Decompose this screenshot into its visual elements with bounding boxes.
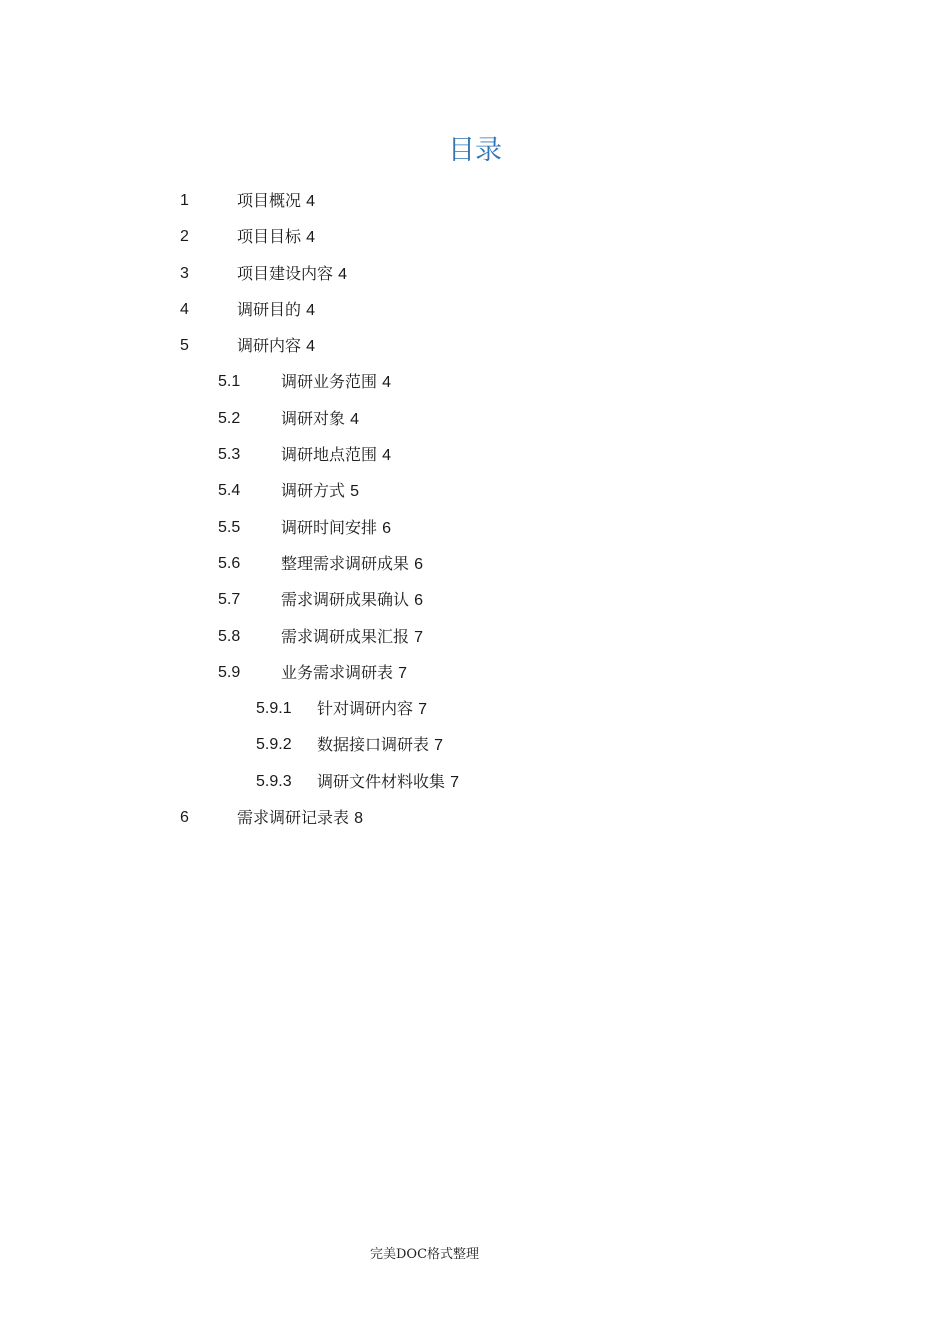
- toc-entry-label: [237, 800, 363, 837]
- toc-entry-page-number: 6: [414, 555, 424, 573]
- toc-entry-label: [281, 364, 391, 401]
- toc-entry-label: [281, 510, 391, 547]
- toc-entry-number: 5.4: [218, 482, 241, 500]
- toc-entry-label: [281, 655, 407, 692]
- toc-entry-title: 调研文件材料收集: [317, 771, 446, 791]
- toc-entry[interactable]: [0, 510, 950, 546]
- toc-entry[interactable]: [0, 183, 950, 219]
- toc-title: 目录: [448, 135, 502, 166]
- toc-entry-label: [317, 691, 427, 728]
- toc-entry-title: 针对调研内容: [317, 699, 414, 719]
- toc-entry-number: 5.8: [218, 627, 241, 645]
- toc-entry-title: 整理需求调研成果: [281, 553, 410, 573]
- toc-entry-title: 调研业务范围: [281, 372, 378, 392]
- toc-entry-label: [281, 582, 423, 619]
- toc-entry-label: [281, 437, 391, 474]
- toc-entry[interactable]: [0, 219, 950, 255]
- toc-entry-page-number: 7: [398, 664, 408, 682]
- toc-entry-title: 数据接口调研表: [317, 735, 430, 755]
- toc-entry[interactable]: [0, 582, 950, 618]
- toc-entry-title: 项目概况: [237, 191, 302, 210]
- toc-entry-title: 调研目的: [237, 299, 302, 319]
- toc-entry-number: 4: [180, 300, 189, 318]
- toc-entry-page-number: 4: [350, 410, 360, 428]
- toc-entry-number: 5.6: [218, 554, 241, 572]
- toc-entry-page-number: 4: [306, 338, 316, 356]
- toc-entry-title: 调研内容: [237, 336, 302, 356]
- toc-entry-title: 需求调研成果汇报: [281, 626, 410, 646]
- toc-entry-page-number: 4: [306, 229, 316, 247]
- toc-entry-number: 5.9.2: [256, 736, 292, 754]
- toc-entry-number: 2: [180, 228, 189, 246]
- toc-entry[interactable]: [0, 437, 950, 473]
- toc-entry-title: 调研对象: [281, 408, 346, 428]
- toc-entry-page-number: 4: [306, 193, 316, 210]
- toc-entry-label: [317, 764, 459, 801]
- toc-entry-page-number: 4: [338, 265, 348, 283]
- toc-entry-label: [237, 328, 315, 365]
- toc-entry-label: [237, 256, 347, 293]
- toc-entry-page-number: 4: [382, 374, 392, 392]
- toc-entry-page-number: 7: [434, 737, 444, 755]
- toc-entry-number: 5.9: [218, 663, 241, 681]
- toc-entry[interactable]: [0, 691, 950, 727]
- toc-entry-label: [281, 619, 423, 656]
- toc-entry[interactable]: [0, 655, 950, 691]
- toc-entry-label: [237, 219, 315, 256]
- toc-entry-number: 3: [180, 264, 189, 282]
- toc-entry[interactable]: [0, 328, 950, 364]
- toc-entry-title: 业务需求调研表: [281, 662, 394, 682]
- toc-entry-page-number: 4: [306, 301, 316, 319]
- toc-entry-title: 项目目标: [237, 227, 302, 247]
- toc-entry-title: 需求调研成果确认: [281, 590, 410, 610]
- toc-entry-page-number: 7: [450, 773, 460, 791]
- toc-entry[interactable]: [0, 800, 950, 836]
- toc-entry-label: [281, 546, 423, 583]
- toc-entry-number: 5.7: [218, 591, 241, 609]
- footer-text: 完美DOC格式整理: [370, 1247, 480, 1262]
- toc-entry[interactable]: [0, 401, 950, 437]
- toc-entry[interactable]: [0, 473, 950, 509]
- toc-entry-title: 调研方式: [281, 481, 346, 501]
- toc-entry-label: [281, 473, 359, 510]
- toc-entry-number: 5.2: [218, 409, 241, 427]
- toc-entry[interactable]: [0, 364, 950, 400]
- toc-entry-page-number: 6: [382, 519, 392, 537]
- toc-entry-page-number: 8: [354, 810, 364, 828]
- toc-entry-title: 调研时间安排: [281, 517, 378, 537]
- toc-entry[interactable]: [0, 619, 950, 655]
- toc-entry[interactable]: [0, 292, 950, 328]
- toc-entry-number: 5: [180, 337, 189, 355]
- toc-entry-title: 需求调研记录表: [237, 808, 350, 828]
- toc-entry[interactable]: [0, 727, 950, 763]
- toc-entry[interactable]: [0, 256, 950, 292]
- toc-entry-label: [237, 292, 315, 329]
- toc-entry[interactable]: [0, 546, 950, 582]
- toc-entry[interactable]: [0, 764, 950, 800]
- toc-entry-title: 项目建设内容: [237, 263, 334, 283]
- toc-entry-page-number: 5: [350, 483, 360, 501]
- toc-entry-page-number: 6: [414, 592, 424, 610]
- toc-entry-number: 6: [180, 809, 189, 827]
- toc-entry-label: [317, 727, 443, 764]
- toc-entry-page-number: 7: [418, 701, 428, 719]
- toc-entry-number: 1: [180, 192, 189, 209]
- toc-entry-number: 5.5: [218, 518, 241, 536]
- toc-entry-label: [281, 401, 359, 438]
- toc-entry-page-number: 4: [382, 447, 392, 465]
- toc-entry-label: [237, 183, 315, 220]
- toc-entry-page-number: 7: [414, 628, 424, 646]
- toc-entry-number: 5.3: [218, 446, 241, 464]
- toc-entry-title: 调研地点范围: [281, 445, 378, 465]
- toc-entry-number: 5.1: [218, 373, 241, 391]
- toc-list: [0, 183, 950, 836]
- toc-entry-number: 5.9.1: [256, 700, 292, 718]
- toc-entry-number: 5.9.3: [256, 772, 292, 790]
